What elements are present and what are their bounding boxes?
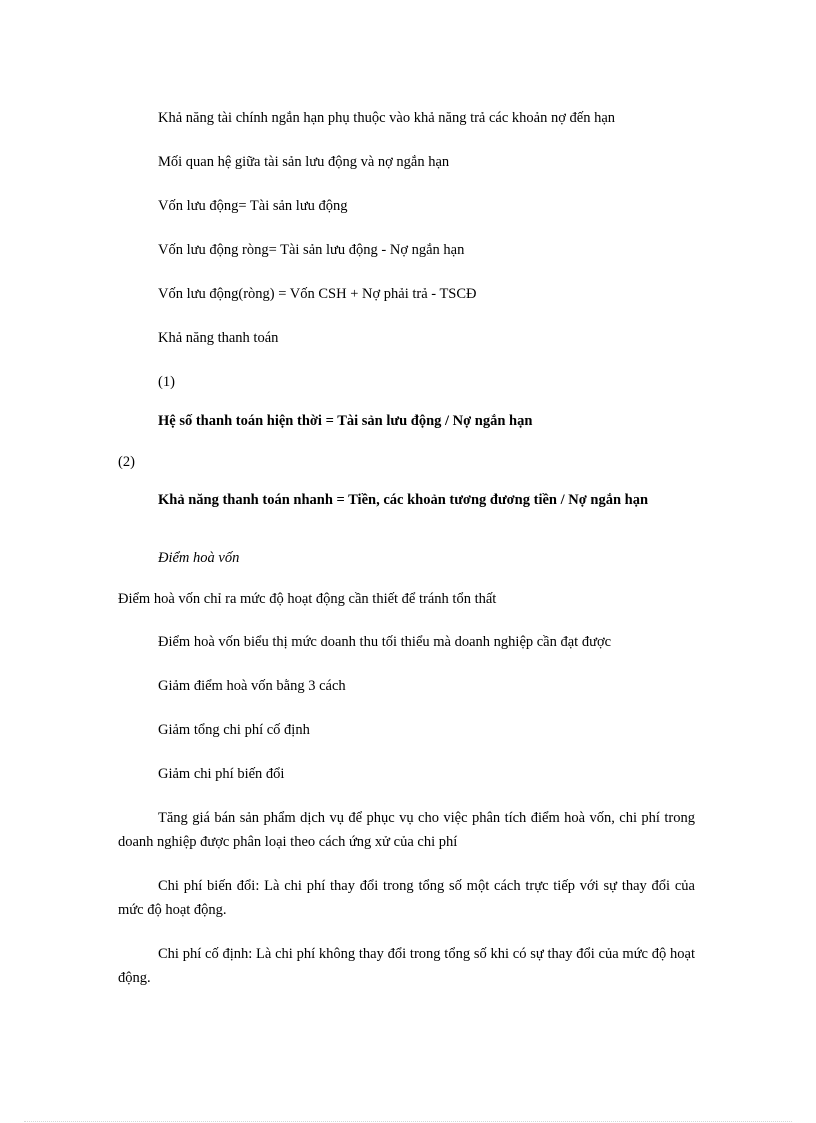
list-item-reduce-variable-cost: Giảm chi phí biến đổi (158, 766, 285, 782)
heading-break-even-point: Điểm hoà vốn (158, 550, 240, 566)
paragraph-short-term-solvency: Khả năng tài chính ngắn hạn phụ thuộc vào khả năng trả các khoản nợ đến hạn (158, 110, 616, 126)
formula-working-capital: Vốn lưu động= Tài sản lưu động (158, 198, 348, 214)
paragraph-variable-cost-definition: Chi phí biến đổi: Là chi phí thay đổi trong tổng số một cách trực tiếp với sự thay đổi của mức độ hoạt động. (118, 878, 695, 918)
list-marker-2: (2) (118, 454, 135, 470)
formula-net-working-capital: Vốn lưu động ròng= Tài sản lưu động - Nợ ngắn hạn (158, 242, 465, 258)
list-marker-1: (1) (158, 374, 175, 390)
formula-quick-ratio: Khả năng thanh toán nhanh = Tiền, các khoản tương đương tiền / Nợ ngắn hạn (158, 492, 649, 508)
paragraph-reduce-break-even: Giảm điểm hoà vốn bằng 3 cách (158, 678, 346, 694)
paragraph-raise-price: Tăng giá bán sản phẩm dịch vụ để phục vụ cho việc phân tích điểm hoà vốn, chi phí trong doanh nghiệp được phân loại theo cách ứng xử của chi phí (118, 810, 695, 850)
paragraph-break-even-revenue: Điểm hoà vốn biểu thị mức doanh thu tối thiểu mà doanh nghiệp cần đạt được (158, 634, 612, 650)
list-item-reduce-fixed-cost: Giảm tổng chi phí cố định (158, 722, 310, 738)
paragraph-break-even-definition: Điểm hoà vốn chỉ ra mức độ hoạt động cần thiết để tránh tổn thất (118, 591, 497, 607)
heading-solvency: Khả năng thanh toán (158, 330, 279, 346)
page-bottom-divider (24, 1121, 792, 1122)
formula-net-working-capital-alt: Vốn lưu động(ròng) = Vốn CSH + Nợ phải trả - TSCĐ (158, 286, 477, 302)
paragraph-asset-liability-relation: Mối quan hệ giữa tài sản lưu động và nợ ngắn hạn (158, 154, 450, 170)
formula-current-ratio: Hệ số thanh toán hiện thời = Tài sản lưu động / Nợ ngắn hạn (158, 413, 533, 429)
paragraph-fixed-cost-definition: Chi phí cố định: Là chi phí không thay đổi trong tổng số khi có sự thay đổi của mức độ hoạt động. (118, 946, 695, 986)
